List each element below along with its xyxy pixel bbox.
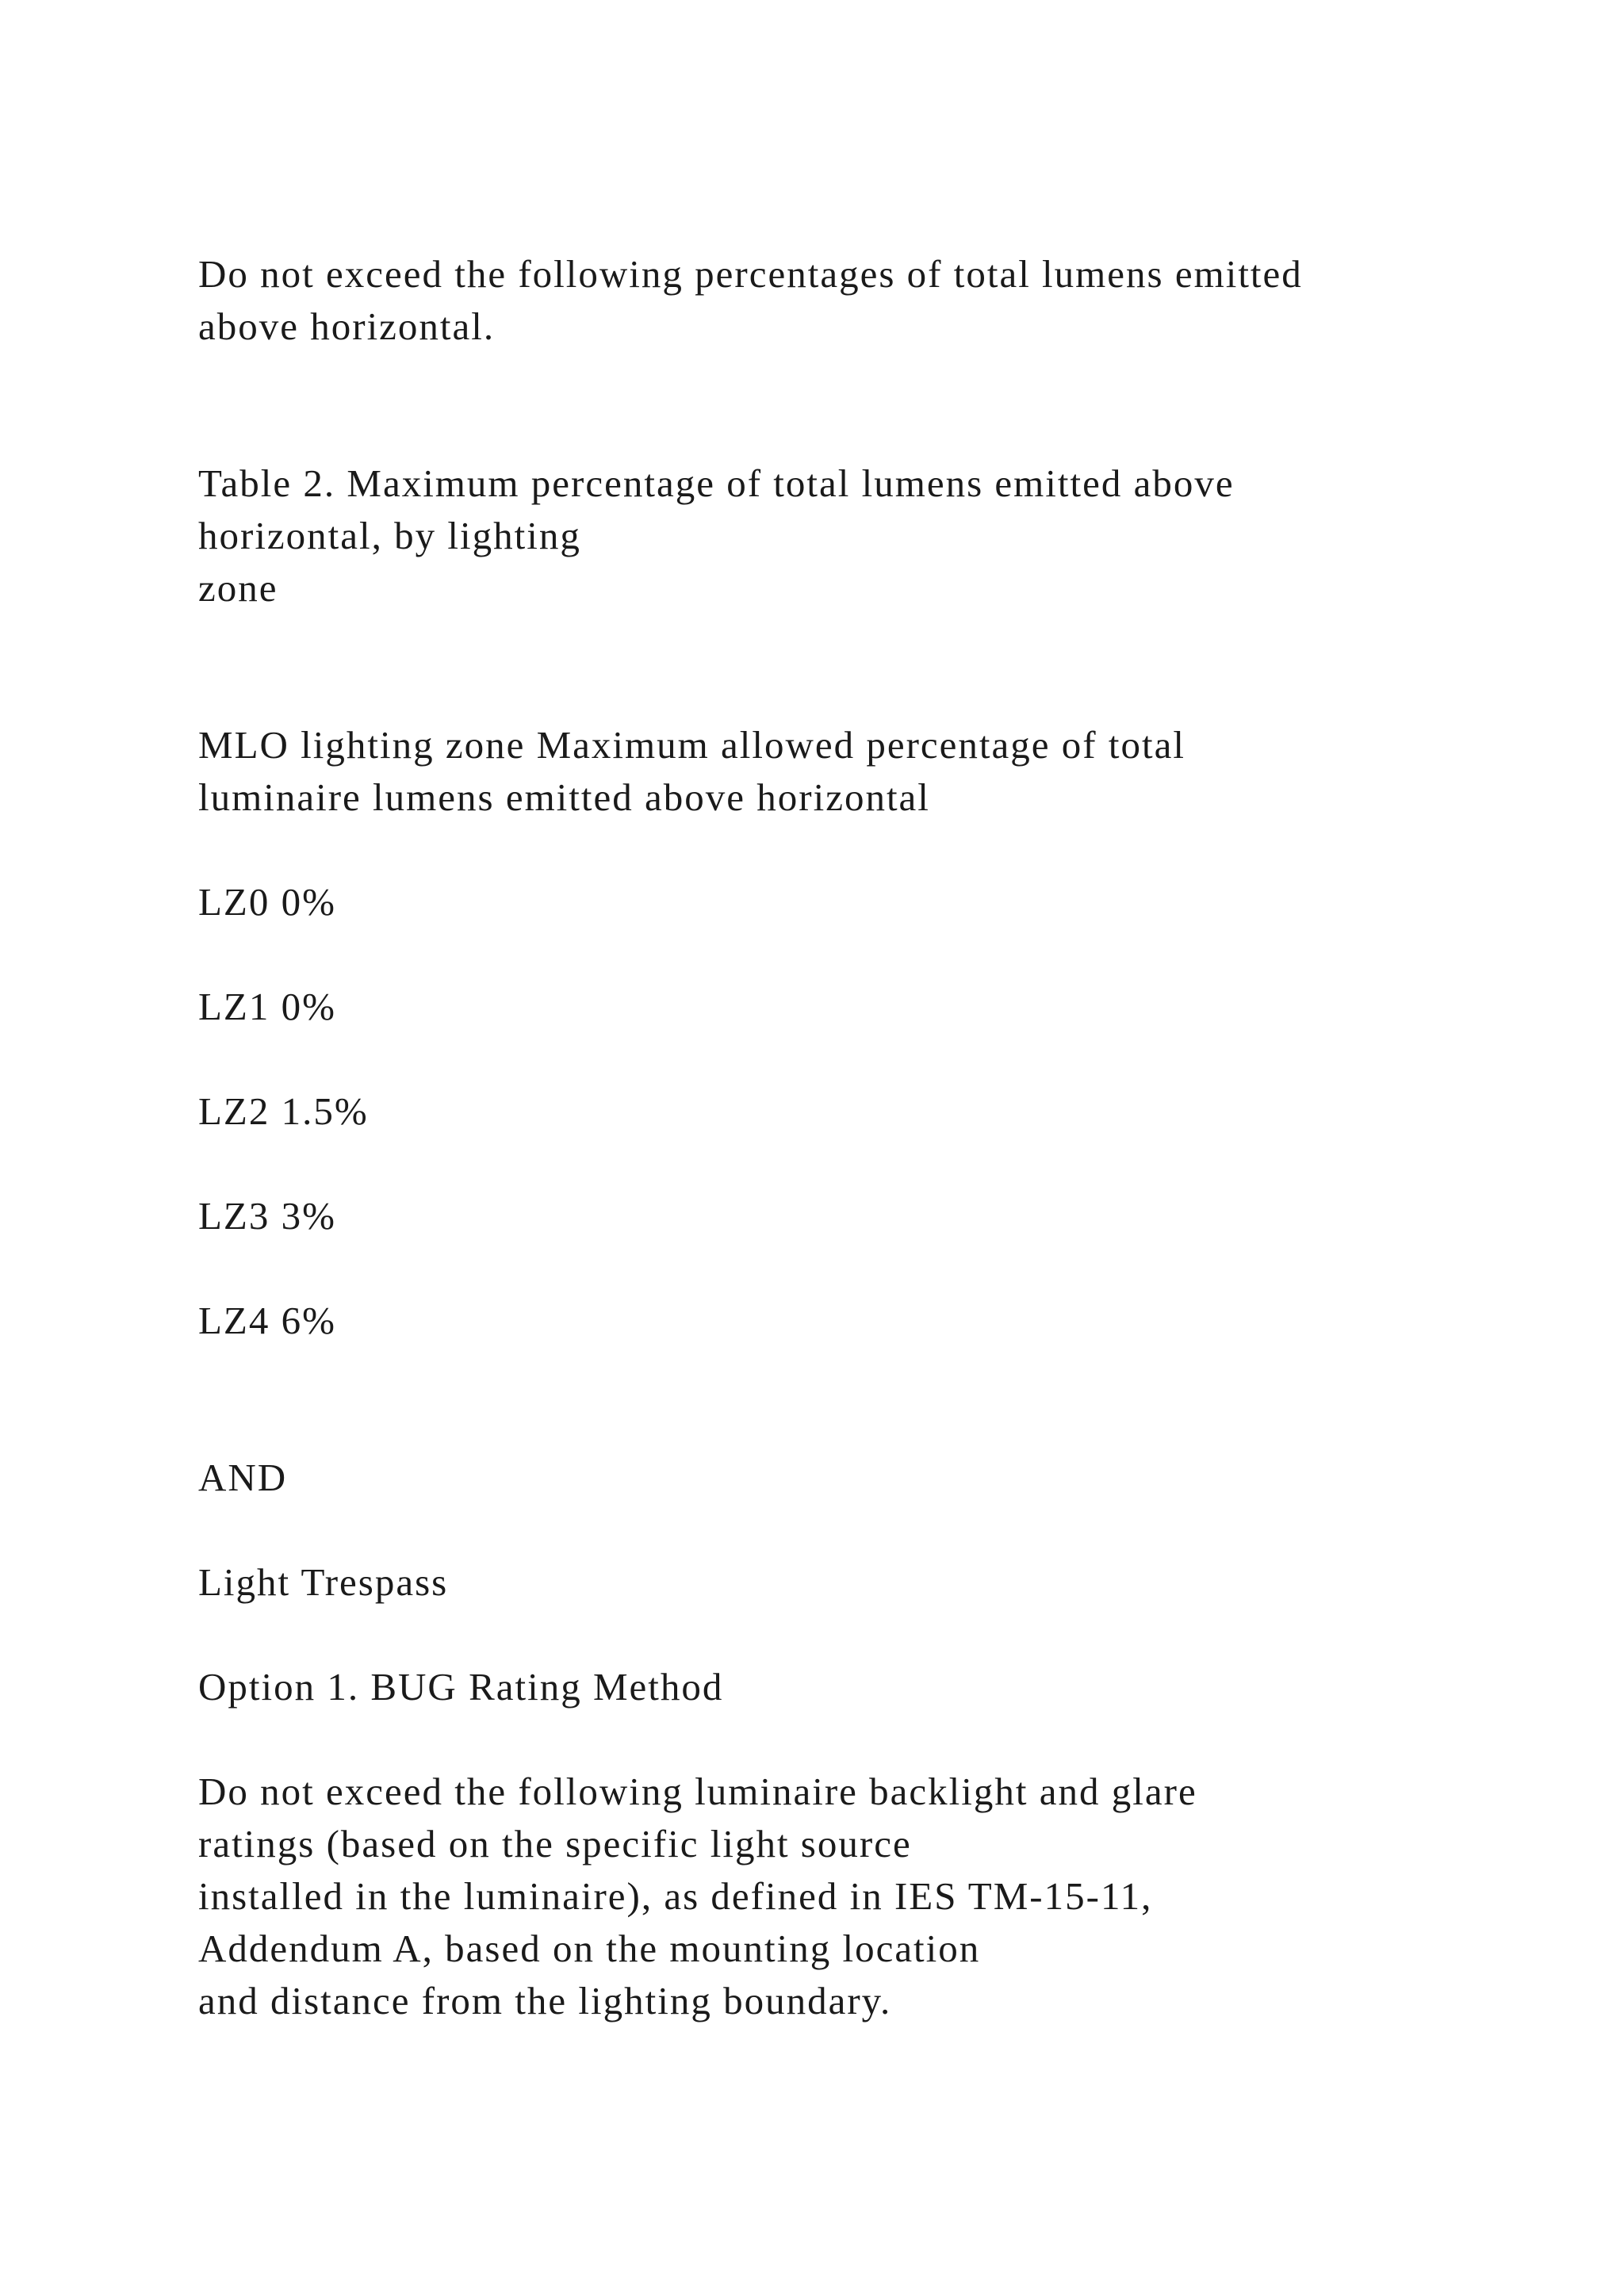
body-line-3: installed in the luminaire), as defined in IES TM-15-11, bbox=[198, 1874, 1153, 1918]
table-header-line-1: MLO lighting zone Maximum allowed percentage of total bbox=[198, 723, 1185, 767]
table-title-line-1: Table 2. Maximum percentage of total lumens emitted above bbox=[198, 461, 1235, 505]
intro-line-2: above horizontal. bbox=[198, 304, 496, 348]
table-row-lz4: LZ4 6% bbox=[198, 1299, 336, 1342]
body-line-2: ratings (based on the specific light source bbox=[198, 1822, 912, 1866]
and-label: AND bbox=[198, 1456, 288, 1499]
table-header-line-2: luminaire lumens emitted above horizontal bbox=[198, 775, 930, 819]
option-heading: Option 1. BUG Rating Method bbox=[198, 1665, 724, 1709]
table-row-lz1: LZ1 0% bbox=[198, 985, 336, 1028]
section-heading: Light Trespass bbox=[198, 1560, 449, 1604]
body-line-4: Addendum A, based on the mounting location bbox=[198, 1927, 981, 1970]
body-line-5: and distance from the lighting boundary. bbox=[198, 1979, 892, 2022]
body-line-1: Do not exceed the following luminaire backlight and glare bbox=[198, 1770, 1197, 1813]
table-row-lz0: LZ0 0% bbox=[198, 880, 336, 924]
table-row-lz2: LZ2 1.5% bbox=[198, 1089, 369, 1133]
table-title-line-3: zone bbox=[198, 566, 278, 610]
intro-line-1: Do not exceed the following percentages of total lumens emitted bbox=[198, 252, 1303, 296]
table-title-line-2: horizontal, by lighting bbox=[198, 514, 581, 557]
table-row-lz3: LZ3 3% bbox=[198, 1194, 336, 1238]
